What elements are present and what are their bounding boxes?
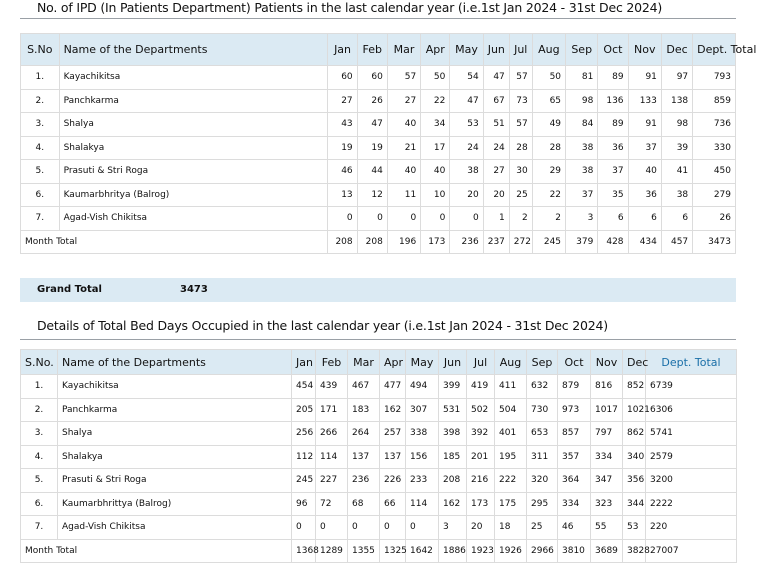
table-cell: 419 — [467, 375, 495, 399]
table-cell: 736 — [693, 113, 736, 137]
month-total-cell: 1355 — [348, 539, 380, 563]
table-cell: 25 — [527, 516, 558, 540]
table-cell: 27 — [328, 89, 357, 113]
table-row — [21, 492, 737, 516]
month-total-cell: 1923 — [467, 539, 495, 563]
table-cell: 450 — [693, 160, 736, 184]
table-cell: 0 — [316, 516, 348, 540]
serial-number: 3. — [21, 113, 60, 137]
table-row — [21, 375, 737, 399]
table-cell: 39 — [661, 136, 692, 160]
table-cell: 38 — [450, 160, 483, 184]
table-cell: 24 — [450, 136, 483, 160]
table-cell: 973 — [558, 398, 591, 422]
table-cell: 2 — [532, 207, 565, 231]
table-cell: 65 — [532, 89, 565, 113]
table-cell: 21 — [387, 136, 420, 160]
column-header: Dept. Total — [646, 350, 737, 375]
table-cell: 60 — [357, 66, 387, 90]
table-cell: 477 — [380, 375, 406, 399]
column-header: Oct — [558, 350, 591, 375]
month-total-label: Month Total — [21, 230, 328, 254]
table-cell: 46 — [558, 516, 591, 540]
table-cell: 411 — [495, 375, 527, 399]
column-header: Dec — [623, 350, 646, 375]
table-cell: 98 — [566, 89, 598, 113]
table-cell: 136 — [598, 89, 628, 113]
month-total-cell: 3473 — [693, 230, 736, 254]
column-header: May — [450, 34, 483, 66]
table-cell: 2 — [509, 207, 532, 231]
table-cell: 114 — [406, 492, 439, 516]
table-cell: 40 — [628, 160, 661, 184]
table-cell: 57 — [387, 66, 420, 90]
column-header: Aug — [532, 34, 565, 66]
table-cell: 22 — [532, 183, 565, 207]
table-cell: 37 — [628, 136, 661, 160]
table-cell: 0 — [380, 516, 406, 540]
table-cell: 133 — [628, 89, 661, 113]
table-cell: 311 — [527, 445, 558, 469]
month-total-cell: 379 — [566, 230, 598, 254]
month-total-cell: 434 — [628, 230, 661, 254]
table-cell: 279 — [693, 183, 736, 207]
table-cell: 340 — [623, 445, 646, 469]
table-cell: 236 — [348, 469, 380, 493]
ipd-table — [20, 33, 757, 254]
column-header: S.No — [21, 34, 60, 66]
column-header: Sep — [566, 34, 598, 66]
month-total-cell: 2966 — [527, 539, 558, 563]
column-header: Jan — [328, 34, 357, 66]
table-cell: 653 — [527, 422, 558, 446]
column-header: Feb — [316, 350, 348, 375]
table-cell: 859 — [693, 89, 736, 113]
table-cell: 40 — [421, 160, 450, 184]
table-cell: 27 — [483, 160, 509, 184]
table-cell: 364 — [558, 469, 591, 493]
serial-number: 6. — [21, 183, 60, 207]
department-name: Shalakya — [58, 445, 292, 469]
table-cell: 20 — [467, 516, 495, 540]
table-cell: 227 — [316, 469, 348, 493]
table-cell: 68 — [348, 492, 380, 516]
table-cell: 89 — [598, 113, 628, 137]
serial-number: 5. — [21, 469, 58, 493]
table-cell: 256 — [292, 422, 316, 446]
table-cell: 27 — [387, 89, 420, 113]
table-cell: 137 — [380, 445, 406, 469]
table-cell: 17 — [421, 136, 450, 160]
table-cell: 28 — [532, 136, 565, 160]
serial-number: 3. — [21, 422, 58, 446]
table-cell: 175 — [495, 492, 527, 516]
table-cell: 81 — [566, 66, 598, 90]
table-cell: 852 — [623, 375, 646, 399]
month-total-cell: 196 — [387, 230, 420, 254]
table-cell: 20 — [483, 183, 509, 207]
table-cell: 49 — [532, 113, 565, 137]
serial-number: 5. — [21, 160, 60, 184]
table-cell: 201 — [467, 445, 495, 469]
serial-number: 6. — [21, 492, 58, 516]
table-cell: 205 — [292, 398, 316, 422]
table-cell: 295 — [527, 492, 558, 516]
table-cell: 0 — [348, 516, 380, 540]
grand-total-bar — [20, 278, 736, 302]
table-cell: 245 — [292, 469, 316, 493]
department-name: Kayachikitsa — [59, 66, 328, 90]
ipd-title: No. of IPD (In Patients Department) Patients in the last calendar year (i.e.1st Jan 2024 - 31st Dec 2024) — [37, 0, 663, 15]
column-header: Jan — [292, 350, 316, 375]
table-cell: 504 — [495, 398, 527, 422]
column-header: Jun — [439, 350, 467, 375]
month-total-row — [21, 230, 736, 254]
table-cell: 233 — [406, 469, 439, 493]
department-name: Prasuti & Stri Roga — [58, 469, 292, 493]
table-cell: 98 — [661, 113, 692, 137]
table-cell: 50 — [532, 66, 565, 90]
table-cell: 632 — [527, 375, 558, 399]
column-header: Aug — [495, 350, 527, 375]
serial-number: 7. — [21, 516, 58, 540]
table-cell: 66 — [380, 492, 406, 516]
table-cell: 30 — [509, 160, 532, 184]
table-cell: 467 — [348, 375, 380, 399]
table-cell: 454 — [292, 375, 316, 399]
table-cell: 220 — [646, 516, 737, 540]
table-cell: 222 — [495, 469, 527, 493]
table-cell: 338 — [406, 422, 439, 446]
department-name: Panchkarma — [58, 398, 292, 422]
table-cell: 29 — [532, 160, 565, 184]
table-cell: 138 — [661, 89, 692, 113]
table-cell: 34 — [421, 113, 450, 137]
table-cell: 216 — [467, 469, 495, 493]
table-cell: 5741 — [646, 422, 737, 446]
serial-number: 1. — [21, 375, 58, 399]
table-cell: 162 — [380, 398, 406, 422]
table-cell: 857 — [558, 422, 591, 446]
table-cell: 531 — [439, 398, 467, 422]
table-cell: 60 — [328, 66, 357, 90]
month-total-cell: 208 — [357, 230, 387, 254]
table-cell: 73 — [509, 89, 532, 113]
table-cell: 0 — [357, 207, 387, 231]
table-cell: 3 — [566, 207, 598, 231]
table-row — [21, 398, 737, 422]
table-cell: 37 — [598, 160, 628, 184]
table-cell: 1 — [483, 207, 509, 231]
table-cell: 347 — [591, 469, 623, 493]
table-cell: 3 — [439, 516, 467, 540]
ipd-body — [21, 66, 736, 254]
table-cell: 24 — [483, 136, 509, 160]
ipd-header-row — [21, 34, 736, 66]
table-cell: 879 — [558, 375, 591, 399]
table-cell: 37 — [566, 183, 598, 207]
table-row — [21, 469, 737, 493]
table-cell: 356 — [623, 469, 646, 493]
month-total-cell: 208 — [328, 230, 357, 254]
column-header: Mar — [387, 34, 420, 66]
table-cell: 334 — [591, 445, 623, 469]
table-cell: 10 — [421, 183, 450, 207]
month-total-cell: 1368 — [292, 539, 316, 563]
table-cell: 112 — [292, 445, 316, 469]
table-row — [21, 113, 736, 137]
table-cell: 6 — [598, 207, 628, 231]
table-cell: 36 — [598, 136, 628, 160]
table-cell: 357 — [558, 445, 591, 469]
table-cell: 401 — [495, 422, 527, 446]
table-cell: 171 — [316, 398, 348, 422]
table-cell: 398 — [439, 422, 467, 446]
table-cell: 12 — [357, 183, 387, 207]
table-cell: 43 — [328, 113, 357, 137]
table-cell: 793 — [693, 66, 736, 90]
table-row — [21, 422, 737, 446]
department-name: Kayachikitsa — [58, 375, 292, 399]
table-cell: 0 — [421, 207, 450, 231]
table-cell: 392 — [467, 422, 495, 446]
column-header: Jul — [509, 34, 532, 66]
month-total-cell: 236 — [450, 230, 483, 254]
table-cell: 26 — [693, 207, 736, 231]
table-cell: 1017 — [591, 398, 623, 422]
department-name: Prasuti & Stri Roga — [59, 160, 328, 184]
table-cell: 0 — [450, 207, 483, 231]
table-cell: 18 — [495, 516, 527, 540]
table-cell: 320 — [527, 469, 558, 493]
table-cell: 19 — [357, 136, 387, 160]
department-name: Agad-Vish Chikitsa — [59, 207, 328, 231]
bed-days-body — [21, 375, 737, 563]
serial-number: 4. — [21, 445, 58, 469]
table-cell: 1021 — [623, 398, 646, 422]
table-cell: 57 — [509, 113, 532, 137]
table-cell: 25 — [509, 183, 532, 207]
table-cell: 502 — [467, 398, 495, 422]
table-cell: 156 — [406, 445, 439, 469]
table-row — [21, 160, 736, 184]
table-cell: 13 — [328, 183, 357, 207]
serial-number: 1. — [21, 66, 60, 90]
table-cell: 344 — [623, 492, 646, 516]
department-name: Panchkarma — [59, 89, 328, 113]
department-name: Kaumarbhritya (Balrog) — [59, 183, 328, 207]
ipd-title-rule — [20, 18, 736, 19]
column-header: Oct — [598, 34, 628, 66]
table-cell: 67 — [483, 89, 509, 113]
table-cell: 89 — [598, 66, 628, 90]
table-cell: 399 — [439, 375, 467, 399]
table-cell: 46 — [328, 160, 357, 184]
table-cell: 862 — [623, 422, 646, 446]
department-name: Kaumarbhrittya (Balrog) — [58, 492, 292, 516]
table-cell: 334 — [558, 492, 591, 516]
table-cell: 323 — [591, 492, 623, 516]
table-cell: 2222 — [646, 492, 737, 516]
table-cell: 38 — [566, 160, 598, 184]
table-cell: 53 — [450, 113, 483, 137]
table-cell: 185 — [439, 445, 467, 469]
month-total-cell: 245 — [532, 230, 565, 254]
department-name: Shalya — [59, 113, 328, 137]
month-total-cell: 3810 — [558, 539, 591, 563]
month-total-cell: 27007 — [646, 539, 737, 563]
bed-days-table — [20, 349, 737, 563]
month-total-cell: 3689 — [591, 539, 623, 563]
table-cell: 22 — [421, 89, 450, 113]
table-cell: 50 — [421, 66, 450, 90]
department-name: Shalya — [58, 422, 292, 446]
table-cell: 439 — [316, 375, 348, 399]
table-cell: 72 — [316, 492, 348, 516]
month-total-cell: 428 — [598, 230, 628, 254]
table-cell: 6739 — [646, 375, 737, 399]
month-total-row — [21, 539, 737, 563]
month-total-cell: 237 — [483, 230, 509, 254]
table-cell: 0 — [328, 207, 357, 231]
column-header: Name of the Departments — [58, 350, 292, 375]
table-cell: 137 — [348, 445, 380, 469]
table-cell: 40 — [387, 160, 420, 184]
column-header: Dept. Total — [693, 34, 736, 66]
table-row — [21, 183, 736, 207]
table-cell: 6 — [628, 207, 661, 231]
month-total-cell: 1325 — [380, 539, 406, 563]
table-cell: 797 — [591, 422, 623, 446]
table-cell: 114 — [316, 445, 348, 469]
table-cell: 53 — [623, 516, 646, 540]
month-total-cell: 173 — [421, 230, 450, 254]
table-cell: 41 — [661, 160, 692, 184]
bed-days-title-rule — [20, 339, 736, 340]
table-cell: 3200 — [646, 469, 737, 493]
table-cell: 266 — [316, 422, 348, 446]
table-cell: 91 — [628, 113, 661, 137]
table-cell: 494 — [406, 375, 439, 399]
table-cell: 0 — [387, 207, 420, 231]
column-header: S.No. — [21, 350, 58, 375]
column-header: Nov — [591, 350, 623, 375]
table-cell: 35 — [598, 183, 628, 207]
table-cell: 40 — [387, 113, 420, 137]
table-row — [21, 136, 736, 160]
table-row — [21, 207, 736, 231]
department-name: Shalakya — [59, 136, 328, 160]
table-cell: 307 — [406, 398, 439, 422]
table-cell: 195 — [495, 445, 527, 469]
column-header: Dec — [661, 34, 692, 66]
table-cell: 44 — [357, 160, 387, 184]
table-cell: 47 — [483, 66, 509, 90]
bed-days-header-row — [21, 350, 737, 375]
column-header: Mar — [348, 350, 380, 375]
table-cell: 264 — [348, 422, 380, 446]
table-cell: 6 — [661, 207, 692, 231]
table-cell: 173 — [467, 492, 495, 516]
table-row — [21, 516, 737, 540]
table-cell: 0 — [406, 516, 439, 540]
table-cell: 38 — [566, 136, 598, 160]
column-header: Apr — [421, 34, 450, 66]
table-cell: 208 — [439, 469, 467, 493]
serial-number: 7. — [21, 207, 60, 231]
table-cell: 28 — [509, 136, 532, 160]
table-cell: 96 — [292, 492, 316, 516]
serial-number: 2. — [21, 89, 60, 113]
bed-days-title: Details of Total Bed Days Occupied in the last calendar year (i.e.1st Jan 2024 - 31st Dec 2024) — [37, 318, 608, 333]
table-cell: 0 — [292, 516, 316, 540]
table-cell: 47 — [357, 113, 387, 137]
grand-total-value: 3473 — [180, 284, 208, 295]
month-total-cell: 1886 — [439, 539, 467, 563]
month-total-cell: 1926 — [495, 539, 527, 563]
column-header: Jun — [483, 34, 509, 66]
column-header: Feb — [357, 34, 387, 66]
column-header: Sep — [527, 350, 558, 375]
table-cell: 36 — [628, 183, 661, 207]
grand-total-label: Grand Total — [37, 284, 102, 295]
table-cell: 57 — [509, 66, 532, 90]
table-cell: 162 — [439, 492, 467, 516]
table-cell: 51 — [483, 113, 509, 137]
table-cell: 97 — [661, 66, 692, 90]
table-cell: 730 — [527, 398, 558, 422]
table-cell: 38 — [661, 183, 692, 207]
table-cell: 84 — [566, 113, 598, 137]
table-cell: 19 — [328, 136, 357, 160]
month-total-cell: 457 — [661, 230, 692, 254]
table-cell: 2579 — [646, 445, 737, 469]
table-cell: 183 — [348, 398, 380, 422]
month-total-label: Month Total — [21, 539, 292, 563]
column-header: Apr — [380, 350, 406, 375]
table-cell: 330 — [693, 136, 736, 160]
column-header: Name of the Departments — [59, 34, 328, 66]
table-row — [21, 445, 737, 469]
column-header: May — [406, 350, 439, 375]
serial-number: 2. — [21, 398, 58, 422]
table-cell: 20 — [450, 183, 483, 207]
table-cell: 47 — [450, 89, 483, 113]
table-cell: 26 — [357, 89, 387, 113]
serial-number: 4. — [21, 136, 60, 160]
table-cell: 6306 — [646, 398, 737, 422]
column-header: Jul — [467, 350, 495, 375]
table-row — [21, 89, 736, 113]
department-name: Agad-Vish Chikitsa — [58, 516, 292, 540]
table-cell: 816 — [591, 375, 623, 399]
table-cell: 11 — [387, 183, 420, 207]
month-total-cell: 3828 — [623, 539, 646, 563]
table-row — [21, 66, 736, 90]
table-cell: 91 — [628, 66, 661, 90]
column-header: Nov — [628, 34, 661, 66]
month-total-cell: 1289 — [316, 539, 348, 563]
month-total-cell: 272 — [509, 230, 532, 254]
table-cell: 55 — [591, 516, 623, 540]
month-total-cell: 1642 — [406, 539, 439, 563]
table-cell: 226 — [380, 469, 406, 493]
table-cell: 257 — [380, 422, 406, 446]
table-cell: 54 — [450, 66, 483, 90]
